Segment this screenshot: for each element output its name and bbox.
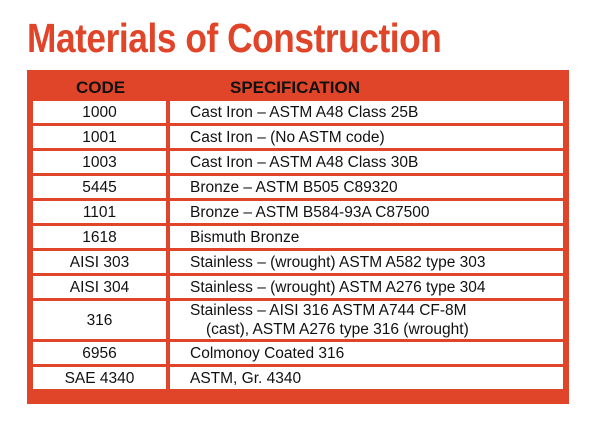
table-row xyxy=(33,225,563,250)
table-row xyxy=(33,200,563,225)
specification-line-1: Stainless – AISI 316 ASTM A744 CF-8M xyxy=(190,302,467,319)
materials-table-frame xyxy=(27,70,569,404)
specification-cell: Bismuth Bronze xyxy=(168,225,563,250)
specification-line-2: (cast), ASTM A276 type 316 (wrought) xyxy=(206,321,469,338)
table-row xyxy=(33,150,563,175)
table-row xyxy=(33,300,563,341)
page-title: Materials of Construction xyxy=(27,15,442,61)
specification-cell: Stainless – (wrought) ASTM A582 type 303 xyxy=(168,250,563,275)
code-cell: 1618 xyxy=(33,225,168,250)
table-header-row xyxy=(33,77,563,100)
table-row xyxy=(33,100,563,125)
specification-cell: ASTM, Gr. 4340 xyxy=(168,366,563,390)
specification-cell: Bronze – ASTM B584-93A C87500 xyxy=(168,200,563,225)
materials-table xyxy=(33,77,563,389)
code-cell: 1003 xyxy=(33,150,168,175)
code-cell: 1001 xyxy=(33,125,168,150)
code-cell: AISI 304 xyxy=(33,275,168,300)
code-cell: AISI 303 xyxy=(33,250,168,275)
code-cell: 1000 xyxy=(33,100,168,125)
specification-cell: Cast Iron – (No ASTM code) xyxy=(168,125,563,150)
specification-cell: Cast Iron – ASTM A48 Class 25B xyxy=(168,100,563,125)
specification-column-header: SPECIFICATION xyxy=(168,77,563,100)
code-cell: 6956 xyxy=(33,341,168,366)
table-row xyxy=(33,125,563,150)
specification-cell: Stainless – (wrought) ASTM A276 type 304 xyxy=(168,275,563,300)
code-cell: SAE 4340 xyxy=(33,366,168,390)
table-row xyxy=(33,250,563,275)
table-row xyxy=(33,175,563,200)
code-cell: 316 xyxy=(33,300,168,341)
specification-cell: Bronze – ASTM B505 C89320 xyxy=(168,175,563,200)
code-cell: 5445 xyxy=(33,175,168,200)
table-row xyxy=(33,366,563,390)
specification-cell: Colmonoy Coated 316 xyxy=(168,341,563,366)
table-row xyxy=(33,275,563,300)
specification-cell xyxy=(168,300,563,341)
table-row xyxy=(33,341,563,366)
code-cell: 1101 xyxy=(33,200,168,225)
specification-cell: Cast Iron – ASTM A48 Class 30B xyxy=(168,150,563,175)
code-column-header: CODE xyxy=(33,77,168,100)
